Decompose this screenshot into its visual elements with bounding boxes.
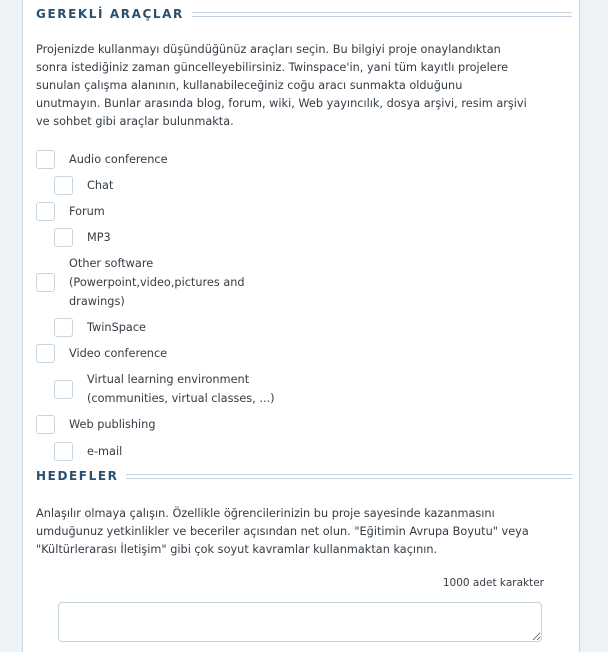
tool-option-label: Audio conference xyxy=(69,152,168,166)
tool-option-email[interactable] xyxy=(36,438,296,464)
required-tools-heading xyxy=(36,7,572,21)
checkbox[interactable] xyxy=(36,150,55,169)
tool-option-label: Chat xyxy=(87,178,114,192)
heading-divider xyxy=(192,12,572,17)
tool-option-label: Video conference xyxy=(69,347,168,360)
tool-option-video-conference[interactable] xyxy=(36,340,296,367)
required-tools-title: GEREKLİ ARAÇLAR xyxy=(36,7,184,21)
tool-option-label: Other software (Powerpoint,video,pictures and drawings) xyxy=(69,256,245,308)
tool-option-label: TwinSpace xyxy=(87,320,146,334)
checkbox[interactable] xyxy=(36,415,55,434)
tool-option-audio-conference[interactable] xyxy=(36,146,296,172)
goals-heading xyxy=(36,469,572,483)
required-tools-description: Projenizde kullanmayı düşündüğünüz araçları seçin. Bu bilgiyi proje onaylandıktan sonra istediğiniz zaman güncelleyebilirsiniz. Twinspace'in, yani tüm kayıtlı projelere sunulan çalışma alanının, kullanabileceğiniz coğu aracı sunmakta olduğunu unutmayın. Bunlar arasında blog, forum, wiki, Web yayıncılık, dosya arşivi, resim arşivi ve sohbet gibi araçlar bulunmakta. xyxy=(36,43,527,128)
tool-option-label: Forum xyxy=(69,204,105,218)
tool-option-virtual-learning-environment[interactable] xyxy=(36,367,296,411)
goals-textarea[interactable] xyxy=(58,602,542,642)
goals-description: Anlaşılır olmaya çalışın. Özellikle öğrencilerinizin bu proje sayesinde kazanmasını umduğunuz yetkinlikler ve beceriler açısından net olun. "Eğitimin Avrupa Boyutu" veya "Kültürlerarası İletişim" gibi çok soyut kavramlar kullanmaktan kaçının. xyxy=(36,507,529,556)
checkbox[interactable] xyxy=(54,228,73,247)
character-limit-label: 1000 adet karakter xyxy=(442,577,544,589)
tools-checkbox-list xyxy=(36,146,296,464)
heading-divider xyxy=(126,474,572,479)
checkbox[interactable] xyxy=(54,380,73,399)
tool-option-twinspace[interactable] xyxy=(36,314,296,340)
tool-option-web-publishing[interactable] xyxy=(36,411,296,438)
tool-option-label: e-mail xyxy=(87,444,123,458)
tool-option-label: Web publishing xyxy=(69,418,156,431)
checkbox[interactable] xyxy=(36,202,55,221)
checkbox[interactable] xyxy=(36,344,55,363)
tool-option-forum[interactable] xyxy=(36,198,296,224)
tool-option-mp3[interactable] xyxy=(36,224,296,250)
tool-option-chat[interactable] xyxy=(36,172,296,198)
checkbox[interactable] xyxy=(54,176,73,195)
checkbox[interactable] xyxy=(54,442,73,461)
tool-option-label: MP3 xyxy=(87,230,111,244)
checkbox[interactable] xyxy=(36,273,55,292)
tool-option-label: Virtual learning environment (communities, virtual classes, ...) xyxy=(87,373,275,405)
checkbox[interactable] xyxy=(54,318,73,337)
tool-option-other-software[interactable] xyxy=(36,250,296,314)
goals-title: HEDEFLER xyxy=(36,469,119,483)
